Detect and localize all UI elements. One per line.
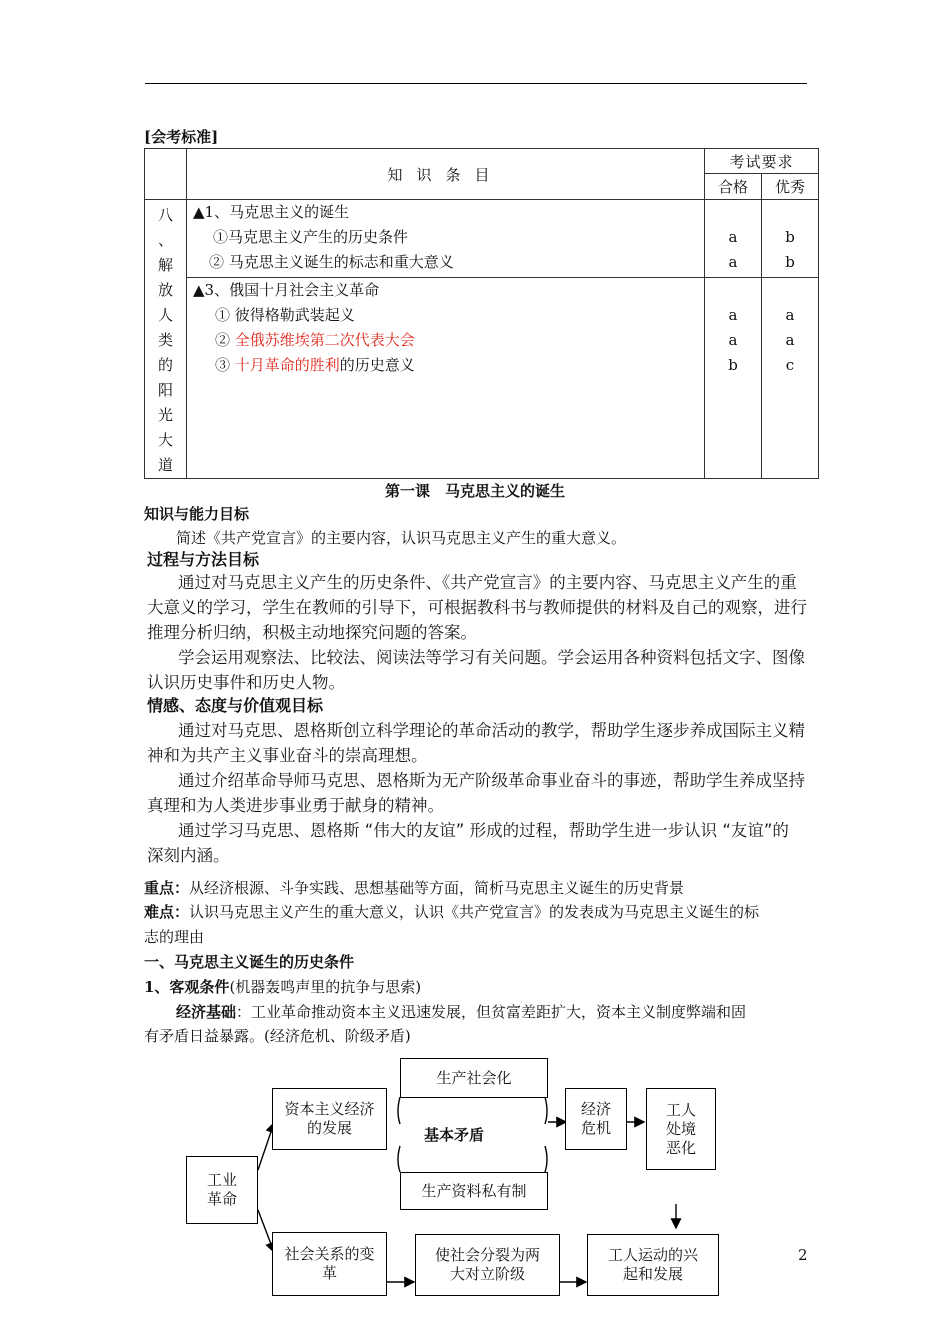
socialization-box: 生产社会化 — [400, 1058, 548, 1098]
unit-char: 大 — [157, 431, 173, 449]
grade-value: b — [728, 355, 738, 374]
goal3-line: 通过学习马克思、恩格斯 “伟大的友谊” 形成的过程，帮助学生进一步认识 “友谊”的 — [178, 821, 789, 840]
goal1-text: 简述《共产党宣言》的主要内容，认识马克思主义产生的重大意义。 — [176, 529, 627, 547]
grade-value: b — [785, 228, 795, 246]
grade-value: c — [785, 355, 795, 374]
section1-item: ② 马克思主义诞生的标志和重大意义 — [209, 253, 454, 271]
economic-crisis-box: 经济危机 — [565, 1088, 627, 1150]
goal3-line: 深刻内涵。 — [147, 846, 230, 865]
excellent-header: 优秀 — [762, 174, 819, 200]
section3-item: ③ 十月革命的胜利的历史意义 — [215, 355, 415, 374]
industrial-revolution-box: 工业革命 — [186, 1156, 258, 1224]
goal1-heading: 知识与能力目标 — [144, 505, 250, 523]
objective-conditions: 1、客观条件(机器轰鸣声里的抗争与思索) — [144, 978, 422, 996]
difficult-point-cont: 志的理由 — [144, 928, 205, 946]
grade-value: a — [785, 330, 795, 349]
unit-char: 人 — [157, 306, 173, 324]
unit-char: 阳 — [157, 381, 173, 399]
goal3-line: 通过对马克思、恩格斯创立科学理论的革命活动的教学，帮助学生逐步养成国际主义精 — [178, 721, 805, 740]
lesson-title: 第一课 马克思主义的诞生 — [384, 482, 565, 500]
section1-title: ▲1、马克思主义的诞生 — [193, 203, 350, 221]
section-one-heading: 一、马克思主义诞生的历史条件 — [144, 953, 355, 971]
brace-curve — [545, 1146, 547, 1172]
grade-value: b — [785, 253, 795, 271]
grade-value: a — [728, 330, 738, 349]
exam-requirement-header: 考试要求 — [705, 149, 819, 174]
unit-char: 、 — [157, 231, 173, 249]
goal3-heading: 情感、态度与价值观目标 — [147, 696, 324, 715]
unit-char: 光 — [157, 406, 173, 424]
goal3-line: 神和为共产主义事业奋斗的崇高理想。 — [147, 746, 428, 765]
worker-condition-box: 工人处境恶化 — [646, 1088, 716, 1170]
economic-basis-cont: 有矛盾日益暴露。(经济危机、阶级矛盾) — [144, 1027, 411, 1045]
grade-value: a — [728, 253, 738, 271]
section1-item: ①马克思主义产生的历史条件 — [213, 228, 409, 246]
section3-item: ② 全俄苏维埃第二次代表大会 — [215, 330, 415, 349]
worker-movement-box: 工人运动的兴起和发展 — [587, 1234, 719, 1296]
key-point: 重点：从经济根源、斗争实践、思想基础等方面，简析马克思主义诞生的历史背景 — [144, 879, 685, 897]
highlighted-text: 全俄苏维埃第二次代表大会 — [234, 330, 415, 349]
difficult-point: 难点：认识马克思主义产生的重大意义，认识《共产党宣言》的发表成为马克思主义诞生的标 — [144, 903, 760, 921]
goal3-line: 通过介绍革命导师马克思、恩格斯为无产阶级革命事业奋斗的事迹，帮助学生养成坚持 — [178, 771, 805, 790]
economic-basis: 经济基础：工业革命推动资本主义迅速发展，但贫富差距扩大，资本主义制度弊端和固 — [176, 1003, 747, 1021]
standard-heading: [会考标准] — [144, 128, 219, 146]
section3-title: ▲3、俄国十月社会主义革命 — [193, 280, 380, 299]
society-split-box: 使社会分裂为两大对立阶级 — [415, 1234, 560, 1296]
goal3-line: 真理和为人类进步事业勇于献身的精神。 — [147, 796, 444, 815]
grade-value: a — [728, 305, 738, 324]
goal2-line: 通过对马克思主义产生的历史条件、《共产党宣言》的主要内容、马克思主义产生的重 — [178, 573, 797, 592]
capitalist-development-box: 资本主义经济的发展 — [272, 1088, 387, 1150]
goal2-heading: 过程与方法目标 — [147, 550, 260, 569]
grade-value: a — [785, 305, 795, 324]
unit-char: 解 — [157, 256, 173, 274]
brace-curve — [545, 1097, 547, 1124]
unit-char: 道 — [157, 456, 173, 474]
pass-header: 合格 — [705, 174, 762, 200]
goal2-line: 学会运用观察法、比较法、阅读法等学习有关问题。学会运用各种资料包括文字、图像 — [178, 648, 805, 667]
basic-contradiction-label: 基本矛盾 — [424, 1126, 485, 1144]
unit-char: 的 — [157, 356, 173, 374]
brace-curve — [398, 1146, 400, 1172]
knowledge-header: 知识条目 — [187, 149, 705, 200]
grade-value: a — [728, 228, 738, 246]
highlighted-text: 十月革命的胜利 — [234, 355, 340, 374]
goal2-line: 推理分析归纳，积极主动地探究问题的答案。 — [147, 623, 477, 642]
unit-char: 放 — [157, 281, 173, 299]
goal2-line: 认识历史事件和历史人物。 — [147, 673, 345, 692]
unit-char: 类 — [157, 331, 173, 349]
page-number: 2 — [798, 1246, 808, 1264]
social-change-box: 社会关系的变革 — [272, 1232, 387, 1296]
section3-item: ① 彼得格勒武装起义 — [215, 305, 355, 324]
brace-curve — [398, 1097, 400, 1124]
unit-char: 八 — [157, 206, 173, 224]
goal2-line: 大意义的学习，学生在教师的引导下，可根据教科书与教师提供的材料及自己的观察，进行 — [147, 598, 807, 617]
private-ownership-box: 生产资料私有制 — [400, 1172, 548, 1210]
